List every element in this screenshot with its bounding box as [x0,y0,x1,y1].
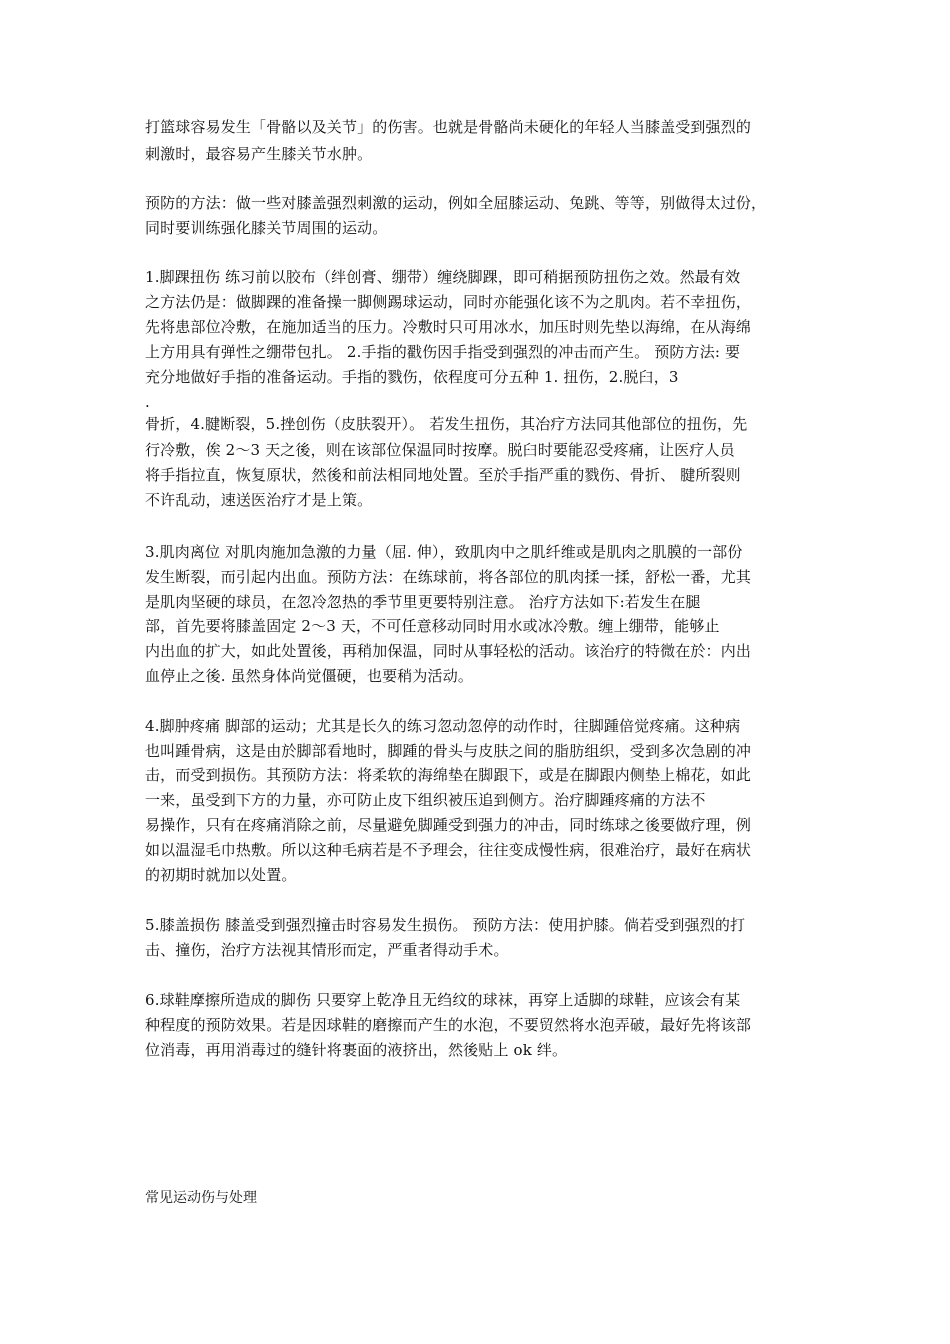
paragraph-3-line-7: 骨折，4.腱断裂，5.挫创伤（皮肤裂开）。 若发生扭伤，其冶疗方法同其他部位的扭伤，先 [145,415,748,433]
paragraph-2-line-2: 同时要训练强化膝关节周围的运动。 [145,219,388,237]
paragraph-3-line-1: 1.脚踝扭伤 练习前以胶布（绊创膏、绷带）缠绕脚踝，即可稍据预防扭伤之效。然最有效 [145,268,741,286]
paragraph-4-line-6: 血停止之後. 虽然身体尚觉僵硬，也要稍为活动。 [145,667,473,685]
paragraph-7-line-1: 6.球鞋摩擦所造成的脚伤 只要穿上乾净且无绉纹的球袜，再穿上适脚的球鞋，应该会有某 [145,991,741,1009]
paragraph-5-line-1: 4.脚肿疼痛 脚部的运动；尤其是长久的练习忽动忽停的动作时，往脚踵倍觉疼痛。这种病 [145,717,741,735]
paragraph-5-line-4: 一来，虽受到下方的力量，亦可防止皮下组织被压追到侧方。治疗脚踵疼痛的方法不 [145,791,706,809]
paragraph-2-line-1: 预防的方法：做一些对膝盖强烈刺激的运动，例如全屈膝运动、兔跳、等等，别做得太过份， [145,194,767,212]
paragraph-4-line-1: 3.肌肉离位 对肌肉施加急激的力量（屈. 伸），致肌肉中之肌纤维或是肌肉之肌膜的一部份 [145,543,743,561]
paragraph-3-line-6: . [145,393,150,411]
paragraph-4-line-5: 内出血的扩大，如此处置後，再稍加保温，同时从事轻松的活动。该治疗的特微在於：内出 [145,642,752,660]
paragraph-5-line-3: 击，而受到损伤。其预防方法：将柔软的海绵垫在脚跟下，或是在脚跟内侧垫上棉花，如此 [145,766,752,784]
paragraph-5-line-7: 的初期时就加以处置。 [145,866,297,884]
paragraph-5-line-6: 如以温湿毛巾热敷。所以这种毛病若是不予理会，往往变成慢性病，很难治疗，最好在病状 [145,841,752,859]
footer-title: 常见运动伤与处理 [145,1190,257,1206]
paragraph-5-line-2: 也叫踵骨病，这是由於脚部看地时，脚踵的骨头与皮肤之间的脂肪组织，受到多次急剧的冲 [145,742,752,760]
paragraph-5-line-5: 易操作，只有在疼痛消除之前，尽量避免脚踵受到强力的冲击，同时练球之後要做疗理，例 [145,816,752,834]
paragraph-1-line-1: 打篮球容易发生「骨骼以及关节」的伤害。也就是骨骼尚未硬化的年轻人当膝盖受到强烈的 [145,118,752,136]
paragraph-1-line-2: 刺激时，最容易产生膝关节水肿。 [145,145,373,163]
paragraph-3-line-2: 之方法仍是：做脚踝的准备操一脚侧踢球运动，同时亦能强化该不为之肌肉。若不幸扭伤， [145,293,752,311]
paragraph-6-line-2: 击、撞伤，治疗方法视其情形而定，严重者得动手术。 [145,941,509,959]
paragraph-3-line-8: 行冷敷，俟 2～3 天之後，则在该部位保温同时按摩。脱臼时要能忍受疼痛，让医疗人员 [145,441,735,459]
paragraph-3-line-9: 将手指拉直，恢复原状，然後和前法相同地处置。至於手指严重的戮伤、骨折、 腱所裂则 [145,466,741,484]
paragraph-7-line-2: 种程度的预防效果。若是因球鞋的磨擦而产生的水泡，不要贸然将水泡弄破，最好先将该部 [145,1016,752,1034]
paragraph-6-line-1: 5.膝盖损伤 膝盖受到强烈撞击时容易发生损伤。 预防方法：使用护膝。倘若受到强烈的打 [145,916,746,934]
paragraph-4-line-3: 是肌肉坚硬的球员，在忽冷忽热的季节里更要特别注意。 治疗方法如下:若发生在腿 [145,593,701,611]
paragraph-3-line-4: 上方用具有弹性之绷带包扎。 2.手指的戳伤因手指受到强烈的冲击而产生。 预防方法: 要 [145,343,741,361]
paragraph-3-line-5: 充分地做好手指的准备运动。手指的戮伤，依程度可分五种 1. 扭伤，2.脱臼，3 [145,368,679,386]
paragraph-3-line-10: 不许乱动，速送医治疗才是上策。 [145,491,373,509]
paragraph-3-line-3: 先将患部位冷敷，在施加适当的压力。冷敷时只可用冰水，加压时则先垫以海绵，在从海绵 [145,318,752,336]
paragraph-4-line-2: 发生断裂，而引起内出血。预防方法：在练球前，将各部位的肌肉揉一揉，舒松一番，尤其 [145,568,752,586]
paragraph-4-line-4: 部，首先要将膝盖固定 2～3 天，不可任意移动同时用水或冰冷敷。缠上绷带，能够止 [145,617,720,635]
paragraph-7-line-3: 位消毒，再用消毒过的缝针将裹面的液挤出，然後贴上 ok 绊。 [145,1041,568,1059]
